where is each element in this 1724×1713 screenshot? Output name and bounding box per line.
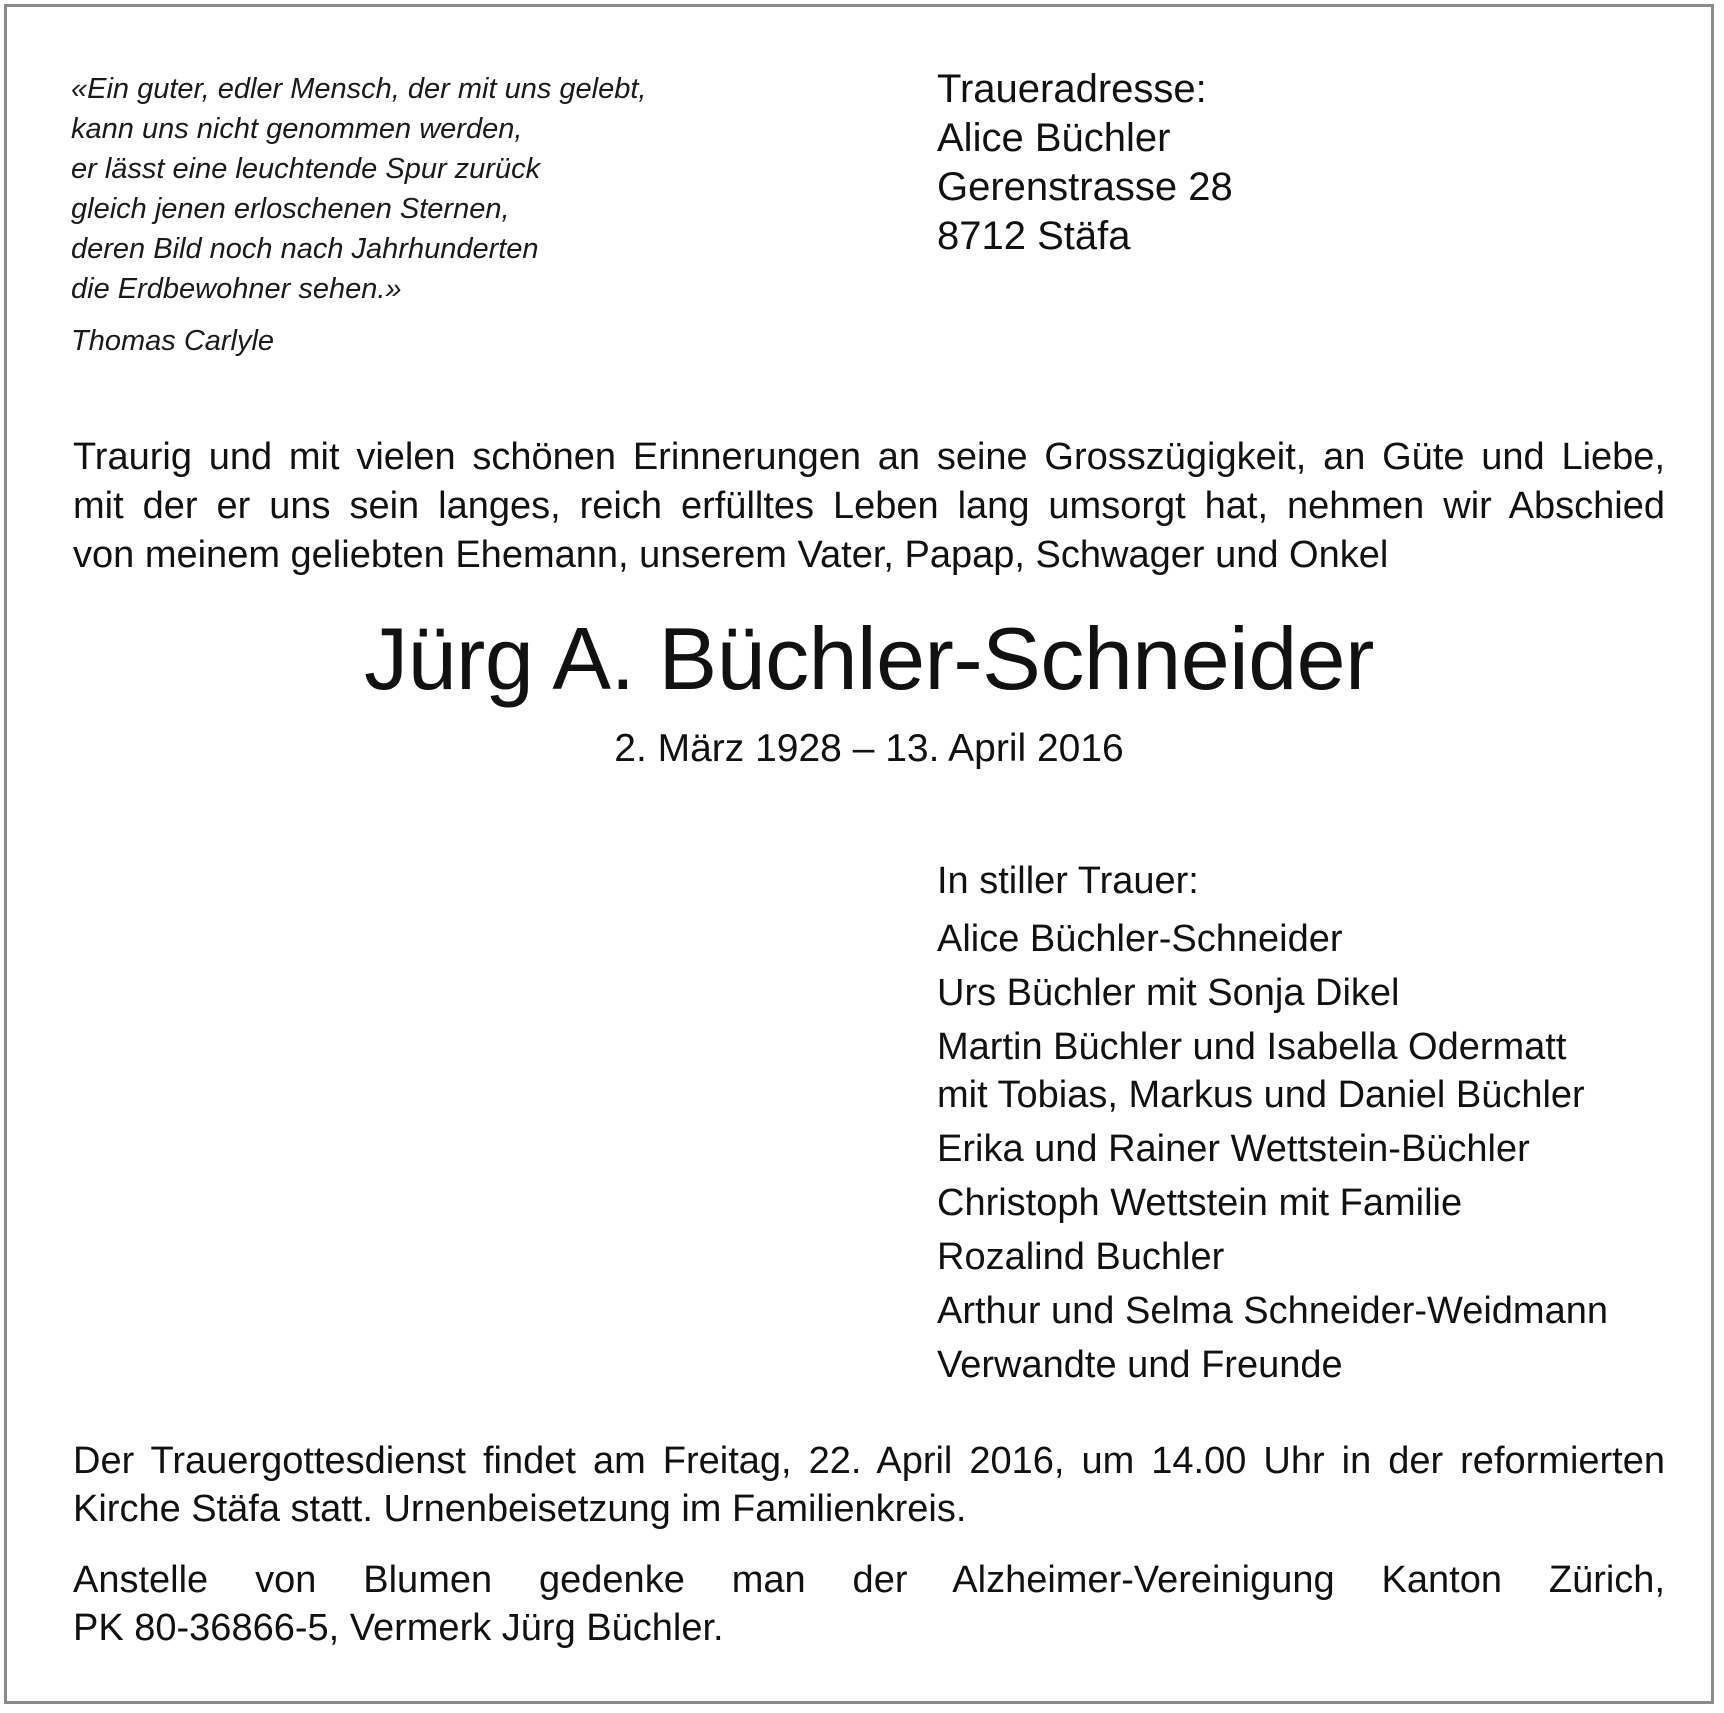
service-line: Kirche Stäfa statt. Urnenbeisetzung im Familienkreis. — [73, 1488, 967, 1530]
quote-line: gleich jenen erloschenen Sternen, — [71, 193, 510, 225]
donation-line: PK 80-36866-5, Vermerk Jürg Büchler. — [73, 1607, 724, 1649]
address-city: 8712 Stäfa — [937, 214, 1131, 258]
obituary-frame — [4, 4, 1714, 1704]
mourner-entry: Arthur und Selma Schneider-Weidmann — [937, 1290, 1608, 1332]
intro-line: mit der er uns sein langes, reich erfülltes Leben lang umsorgt hat, nehmen wir Abschied — [73, 485, 1665, 527]
deceased-name: Jürg A. Büchler-Schneider — [364, 609, 1374, 708]
mourner-entry: Martin Büchler und Isabella Odermatt — [937, 1026, 1567, 1068]
quote-line: kann uns nicht genommen werden, — [71, 113, 523, 145]
intro-paragraph — [73, 433, 1665, 580]
service-line: Der Trauergottesdienst findet am Freitag, 22. April 2016, um 14.00 Uhr in der reformierten — [73, 1440, 1665, 1482]
intro-line: von meinem geliebten Ehemann, unserem Vater, Papap, Schwager und Onkel — [73, 534, 1389, 576]
mourner-entry: Christoph Wettstein mit Familie — [937, 1182, 1463, 1224]
mourner-entry: Alice Büchler-Schneider — [937, 918, 1343, 960]
donation-paragraph — [73, 1556, 1665, 1652]
address-label: Traueradresse: — [937, 67, 1207, 111]
quote-line: deren Bild noch nach Jahrhunderten — [71, 233, 539, 265]
mourner-entry: Verwandte und Freunde — [937, 1344, 1343, 1386]
deceased-dates: 2. März 1928 – 13. April 2016 — [614, 727, 1124, 770]
service-paragraph — [73, 1437, 1665, 1533]
mourner-entry: Erika und Rainer Wettstein-Büchler — [937, 1128, 1530, 1170]
address-name: Alice Büchler — [937, 116, 1171, 160]
mourners-list — [937, 855, 1608, 1393]
mourner-entry: Rozalind Buchler — [937, 1236, 1225, 1278]
mourner-entry-continuation: mit Tobias, Markus und Daniel Büchler — [937, 1074, 1585, 1116]
quote-line: die Erdbewohner sehen.» — [71, 273, 402, 305]
mourners-heading: In stiller Trauer: — [937, 860, 1199, 902]
mourning-address — [937, 65, 1233, 261]
mourner-entry: Urs Büchler mit Sonja Dikel — [937, 972, 1400, 1014]
epigraph-quote — [71, 69, 791, 361]
address-street: Gerenstrasse 28 — [937, 165, 1233, 209]
quote-author: Thomas Carlyle — [71, 325, 275, 357]
quote-line: «Ein guter, edler Mensch, der mit uns gelebt, — [71, 73, 647, 105]
quote-line: er lässt eine leuchtende Spur zurück — [71, 153, 541, 185]
intro-line: Traurig und mit vielen schönen Erinnerungen an seine Grosszügigkeit, an Güte und Liebe, — [73, 436, 1665, 478]
donation-line: Anstelle von Blumen gedenke man der Alzheimer-Vereinigung Kanton Zürich, — [73, 1559, 1665, 1601]
